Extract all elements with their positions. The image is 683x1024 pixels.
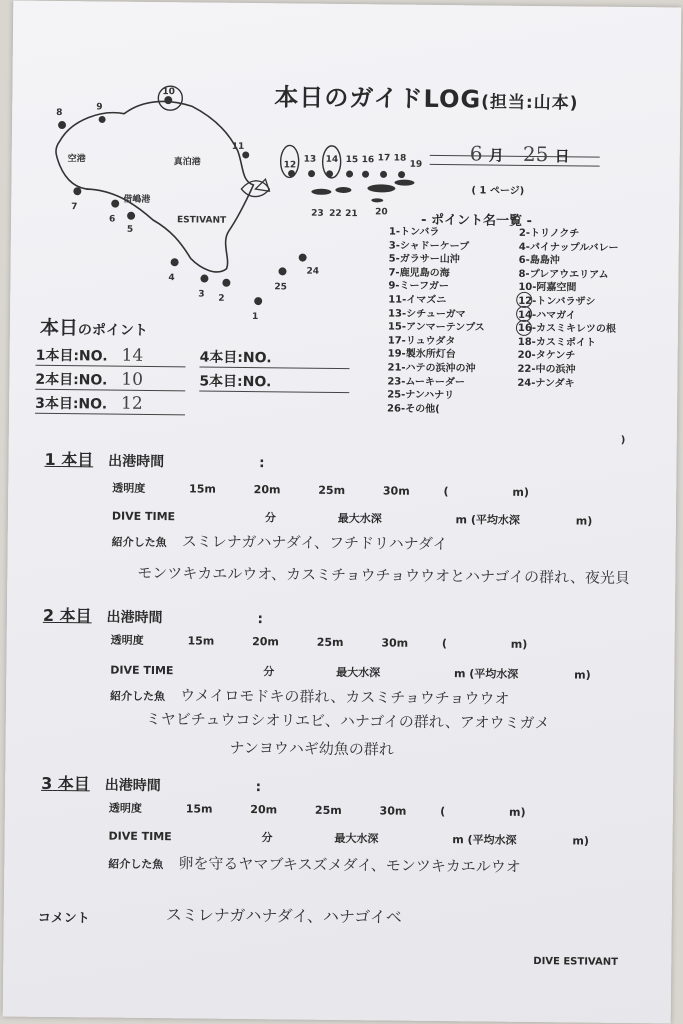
point-item: 21-ハテの浜沖の沖: [387, 362, 476, 375]
fish-label: 紹介した魚: [111, 535, 167, 550]
dive-2-heading: [43, 603, 263, 628]
point-item: 4-パイナップルバレー: [518, 241, 619, 254]
map-num: 15: [345, 155, 359, 166]
point-item: 22-中の浜沖: [517, 363, 576, 376]
map-num: 3: [198, 289, 205, 300]
point-item: 7-鹿児島の海: [388, 267, 450, 279]
map-num: 4: [168, 273, 175, 284]
point-item: 1-トンバラ: [388, 226, 440, 239]
map-num: 23: [311, 208, 324, 219]
dive-site-map: [30, 79, 432, 323]
row-value: 10: [121, 369, 144, 390]
vis-20: 20m: [250, 803, 278, 817]
departure-colon: :: [257, 611, 264, 628]
point-item: [517, 390, 617, 405]
guide-name: (担当:山本): [481, 92, 579, 114]
day-unit: 日: [554, 147, 570, 166]
point-item: 11-イマズニ: [388, 294, 447, 307]
minutes-unit: 分: [263, 665, 275, 679]
point-item: 26-その他(: [387, 403, 440, 415]
row-label: 2本目:NO.: [35, 371, 108, 389]
comment-text: スミレナガハナダイ、ハナゴイベ: [165, 905, 402, 927]
avg-depth-label: m (平均水深: [452, 833, 517, 847]
today-row-4: [200, 347, 350, 370]
point-item: 10-阿嘉空間: [518, 282, 577, 294]
point-item: 20-タケンチ: [517, 350, 576, 362]
today-row-5: [199, 370, 349, 393]
departure-label: 出港時間: [108, 453, 165, 471]
date-day: 25: [522, 141, 549, 167]
map-label-port-1: 真泊港: [173, 157, 201, 168]
dive-number: 3 本目: [41, 773, 90, 794]
vis-open: (: [441, 637, 448, 651]
vis-20: 20m: [253, 483, 281, 497]
max-depth-label: 最大水深: [336, 665, 381, 680]
shop-name: DIVE ESTIVANT: [533, 956, 618, 968]
avg-depth-label: m (平均水深: [453, 667, 519, 681]
map-num: 5: [126, 224, 134, 235]
point-item: 19-製氷所灯台: [387, 348, 456, 361]
dive-3-time: [109, 828, 589, 849]
dive-number: 2 本目: [42, 605, 92, 626]
max-depth-label: 最大水深: [334, 831, 379, 846]
minutes-unit: 分: [261, 831, 273, 845]
map-num: 8: [56, 107, 63, 119]
dive-point-dots: [56, 95, 406, 307]
vis-15: 15m: [189, 482, 216, 496]
visibility-label: 透明度: [112, 481, 146, 495]
vis-close: m): [509, 805, 526, 819]
dive-1-fish: [112, 530, 448, 555]
departure-colon: :: [255, 779, 262, 796]
max-depth-label: 最大水深: [337, 511, 382, 526]
dive-1-time: [112, 508, 592, 529]
point-list-left: [387, 225, 486, 416]
point-item: 23-ムーキーダー: [387, 375, 466, 388]
today-row-2: [35, 369, 185, 392]
dive-number: 1 本目: [44, 449, 94, 470]
fish-label: 紹介した魚: [109, 689, 166, 704]
title-text: 本日のガイドLOG: [274, 83, 482, 114]
point-item: 5-ガラサー山沖: [388, 253, 460, 266]
today-heading-suffix: のポイント: [77, 322, 148, 339]
point-item: 17-リュウダタ: [387, 335, 456, 347]
island-outline: [55, 100, 255, 272]
avg-close: m): [572, 834, 589, 848]
visibility-label: 透明度: [110, 633, 144, 647]
dive-3-visibility: [109, 800, 526, 820]
vis-20: 20m: [252, 635, 279, 649]
point-list-heading: - ポイント名一覧 -: [420, 212, 532, 229]
date-month: 6: [469, 141, 483, 166]
avg-close: m): [574, 668, 591, 682]
dive-2-time: [110, 662, 590, 683]
dive-1-visibility: [112, 480, 529, 500]
map-label-airport: 空港: [67, 154, 86, 165]
row-label: 5本目:NO.: [199, 373, 272, 391]
vis-25: 25m: [314, 803, 342, 818]
avg-depth-label: m (平均水深: [455, 513, 520, 527]
point-item: 18-カスミポイト: [517, 336, 596, 349]
month-unit: 月: [488, 146, 504, 165]
dive-2-visibility: [111, 632, 528, 652]
dive-2-fish: [110, 684, 510, 709]
point-item: 24-ナンダキ: [517, 377, 575, 389]
map-label-port-2: 借嶋港: [123, 194, 151, 205]
map-num: 25: [274, 282, 287, 293]
dive-time-label: DIVE TIME: [108, 829, 172, 844]
map-num: 14: [325, 154, 339, 165]
vis-15: 15m: [185, 802, 213, 816]
point-item: 2-トリノクチ: [518, 227, 580, 240]
map-num: 24: [306, 266, 320, 277]
dive-1-heading: [44, 447, 264, 472]
map-num: 2: [218, 293, 225, 304]
vis-15: 15m: [187, 634, 215, 648]
vis-30: 30m: [382, 484, 410, 498]
vis-25: 25m: [318, 483, 346, 498]
avg-close: m): [575, 514, 593, 528]
point-item: 14-ハマガイ: [518, 309, 576, 322]
map-num: 19: [409, 159, 423, 170]
point-item: 13-シチューガマ: [388, 308, 466, 320]
point-item: 12-トンバラザシ: [518, 295, 596, 308]
point-item: 9-ミーフガー: [388, 280, 449, 293]
row-value: 12: [120, 393, 143, 414]
fish-line: ナンヨウハギ幼魚の群れ: [229, 738, 394, 759]
dive-3-heading: [41, 771, 261, 796]
fish-line: モンツキカエルウオ、カスミチョウチョウウオとハナゴイの群れ、夜光貝: [137, 563, 631, 588]
log-date: [470, 141, 570, 166]
map-num: 21: [345, 209, 358, 220]
fish-line: 卵を守るヤマブキスズメダイ、モンツキカエルウオ: [178, 854, 521, 876]
row-label: 4本目:NO.: [199, 349, 272, 367]
circled-list-14: [516, 320, 532, 336]
today-points-heading: [40, 313, 148, 341]
row-label: 3本目:NO.: [35, 395, 108, 413]
reef-markers: [311, 179, 414, 203]
map-num: 20: [375, 207, 388, 218]
fish-line: スミレナガハナダイ、フチドリハナダイ: [181, 532, 448, 554]
fish-label: 紹介した魚: [108, 857, 164, 872]
today-row-3: [35, 393, 185, 416]
map-label-estivant: ESTIVANT: [176, 215, 227, 226]
fish-line: ウメイロモドキの群れ、カスミチョウチョウウオ: [180, 686, 510, 708]
fish-line: ミヤビチュウコシオリエビ、ハナゴイの群れ、アオウミガメ: [145, 709, 550, 733]
departure-label: 出港時間: [106, 609, 163, 627]
map-num: 1: [251, 312, 259, 323]
today-heading-main: 本日: [39, 316, 79, 340]
departure-label: 出港時間: [104, 777, 161, 795]
map-num: 11: [231, 141, 245, 152]
vis-open: (: [443, 485, 449, 499]
map-num: 10: [162, 87, 175, 98]
point-item: 25-ナンハナリ: [387, 389, 455, 402]
map-num: 22: [329, 208, 342, 219]
point-item: 3-シャドーケーブ: [388, 240, 470, 252]
map-num: 18: [393, 153, 407, 164]
page-number: ( 1 ページ): [471, 185, 525, 197]
vis-close: m): [510, 637, 528, 651]
map-num: 17: [377, 153, 391, 164]
dive-time-label: DIVE TIME: [110, 663, 174, 678]
today-row-1: [36, 345, 186, 368]
point-item: 15-アンマーテンプス: [387, 321, 485, 334]
vis-close: m): [512, 485, 530, 499]
vis-25: 25m: [316, 635, 344, 650]
dive-time-label: DIVE TIME: [111, 509, 176, 524]
visibility-label: 透明度: [108, 801, 142, 815]
vis-open: (: [440, 805, 446, 819]
map-num: 12: [283, 160, 297, 171]
point-list-right: [517, 227, 619, 405]
dive-3-fish: [108, 852, 521, 877]
guide-log-sheet: [3, 1, 682, 1024]
point-item: 16-カスミキレツの根: [517, 322, 616, 336]
map-num: 13: [303, 154, 317, 165]
row-value: 14: [121, 345, 144, 366]
point-item: 6-島島沖: [518, 255, 560, 267]
map-num: 6: [108, 214, 116, 225]
vis-30: 30m: [381, 636, 409, 650]
point-item: 8-プレアウエリアム: [518, 268, 609, 281]
point-list-close: ): [620, 434, 626, 446]
comment-label: コメント: [37, 910, 90, 927]
map-num: 7: [71, 202, 78, 213]
map-num: 9: [96, 102, 103, 113]
departure-colon: :: [258, 455, 265, 472]
row-label: 1本目:NO.: [35, 347, 108, 365]
map-num: 16: [361, 155, 375, 166]
vis-30: 30m: [379, 804, 407, 818]
minutes-unit: 分: [264, 511, 276, 525]
